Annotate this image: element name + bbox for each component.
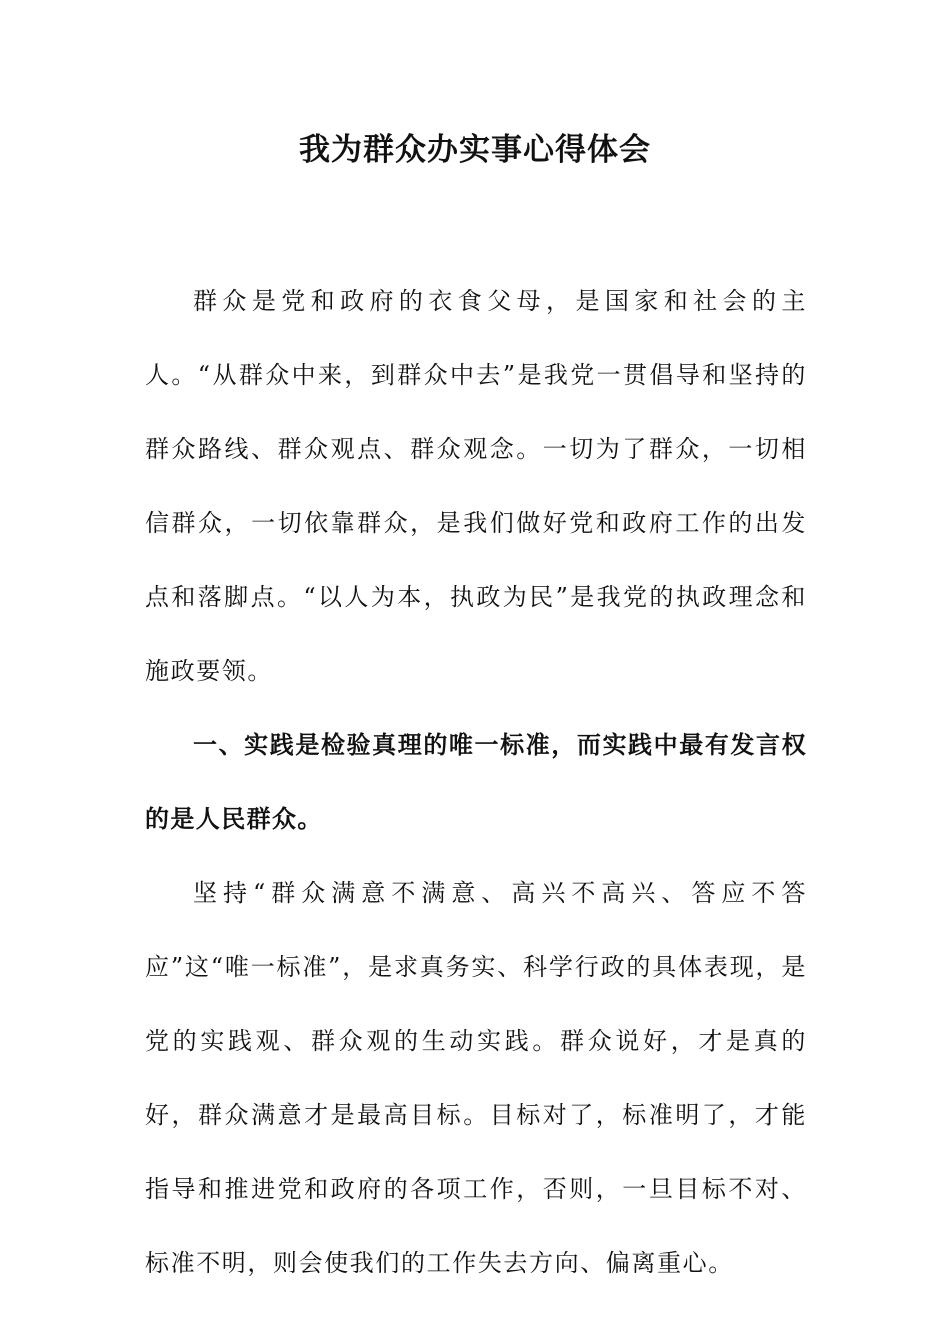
section-1-paragraph: 坚持“群众满意不满意、高兴不高兴、答应不答应”这“唯一标准”，是求真务实、科学行政的具体表现，是党的实践观、群众观的生动实践。群众说好，才是真的好，群众满意才是最高目标。目标对了，标准明了，才能指导和推进党和政府的各项工作，否则，一旦目标不对、标准不明，则会使我们的工作失去方向、偏离重心。 (145, 879, 807, 1277)
intro-paragraph: 群众是党和政府的衣食父母，是国家和社会的主人。“从群众中来，到群众中去”是我党一贯倡导和坚持的群众路线、群众观点、群众观念。一切为了群众，一切相信群众，一切依靠群众，是我们做好党和政府工作的出发点和落脚点。“以人为本，执政为民”是我党的执政理念和施政要领。 (145, 287, 807, 685)
document-body (145, 264, 807, 1300)
document-title: 我为群众办实事心得体会 (299, 132, 651, 168)
section-heading-1: 一、实践是检验真理的唯一标准，而实践中最有发言权的是人民群众。 (145, 731, 807, 833)
